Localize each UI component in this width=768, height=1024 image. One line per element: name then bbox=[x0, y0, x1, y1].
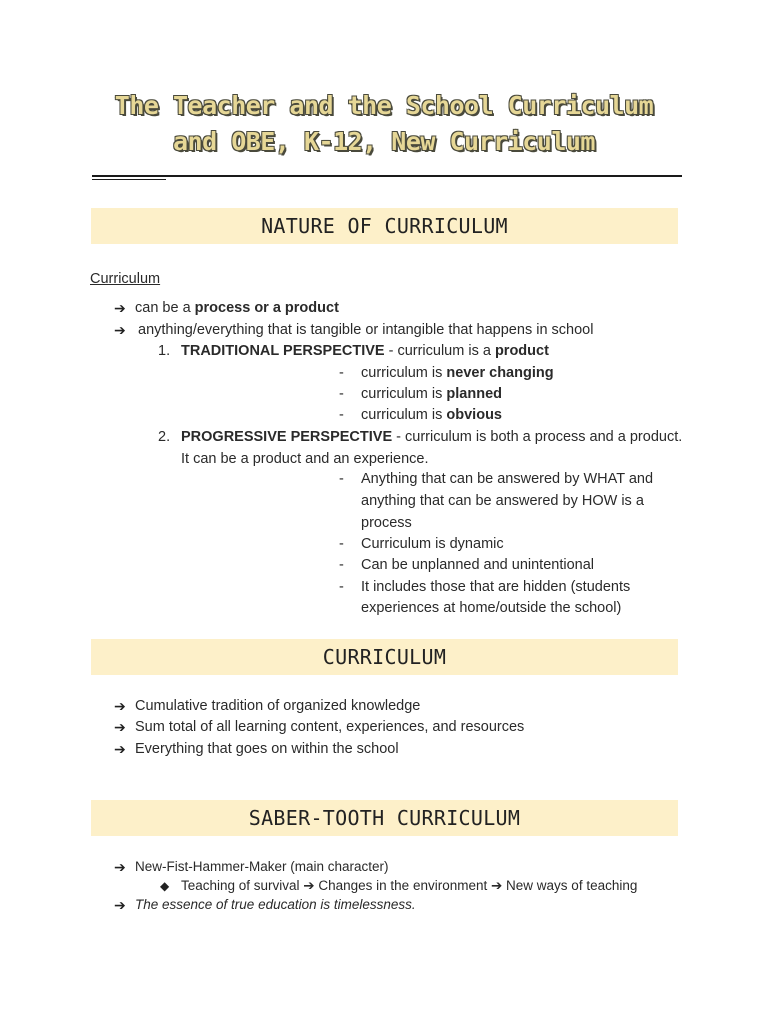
list-number: 1. bbox=[158, 343, 171, 359]
item-bold: never changing bbox=[446, 365, 554, 381]
title-divider-accent bbox=[92, 179, 166, 180]
list-number: 2. bbox=[158, 429, 171, 445]
item-text: curriculum is bbox=[361, 365, 447, 381]
section-banner-nature: NATURE OF CURRICULUM bbox=[91, 208, 678, 244]
curriculum-item: Cumulative tradition of organized knowledge bbox=[135, 698, 421, 714]
progressive-item-cont: anything that can be answered by HOW is a bbox=[361, 493, 644, 509]
traditional-item bbox=[361, 385, 502, 403]
bullet-text: can be a bbox=[135, 300, 195, 316]
bullet-process-product bbox=[135, 299, 339, 317]
progressive-item: Anything that can be answered by WHAT and bbox=[361, 471, 654, 487]
arrow-icon: ➔ bbox=[114, 741, 126, 757]
perspective-bold: product bbox=[494, 343, 549, 359]
diamond-icon: ◆ bbox=[160, 879, 170, 893]
arrow-icon: ➔ bbox=[114, 719, 126, 735]
arrow-icon: ➔ bbox=[114, 300, 126, 316]
traditional-item bbox=[361, 406, 502, 424]
progressive-perspective bbox=[181, 428, 682, 446]
item-bold: obvious bbox=[446, 407, 502, 423]
traditional-perspective bbox=[181, 342, 549, 360]
dash: - bbox=[339, 365, 344, 381]
sabertooth-subitem: Teaching of survival ➔ Changes in the environment ➔ New ways of teaching bbox=[181, 878, 638, 893]
perspective-label: TRADITIONAL PERSPECTIVE bbox=[181, 343, 385, 359]
dash: - bbox=[339, 407, 344, 423]
arrow-icon: ➔ bbox=[114, 698, 126, 714]
item-bold: planned bbox=[446, 386, 502, 402]
bullet-bold: process or a product bbox=[194, 300, 339, 316]
document-title bbox=[80, 88, 688, 160]
section-banner-sabertooth: SABER-TOOTH CURRICULUM bbox=[91, 800, 678, 836]
progressive-item-cont: process bbox=[361, 515, 412, 531]
title-divider bbox=[92, 175, 682, 177]
dash: - bbox=[339, 557, 344, 573]
traditional-item bbox=[361, 364, 554, 382]
dash: - bbox=[339, 386, 344, 402]
arrow-icon: ➔ bbox=[114, 897, 126, 913]
title-line-2: and OBE, K-12, New Curriculum bbox=[173, 127, 595, 156]
progressive-item: Can be unplanned and unintentional bbox=[361, 557, 595, 573]
dash: - bbox=[339, 579, 344, 595]
arrow-icon: ➔ bbox=[114, 322, 126, 338]
progressive-item: Curriculum is dynamic bbox=[361, 536, 504, 552]
sabertooth-item: The essence of true education is timelessness. bbox=[135, 897, 416, 912]
progressive-item-cont: experiences at home/outside the school) bbox=[361, 600, 622, 616]
curriculum-item: Sum total of all learning content, experiences, and resources bbox=[135, 719, 525, 735]
arrow-icon: ➔ bbox=[114, 859, 126, 875]
dash: - bbox=[339, 536, 344, 552]
perspective-text: - curriculum is both a process and a product. bbox=[392, 429, 683, 445]
perspective-label: PROGRESSIVE PERSPECTIVE bbox=[181, 429, 393, 445]
dash: - bbox=[339, 471, 344, 487]
bullet-tangible: anything/everything that is tangible or intangible that happens in school bbox=[138, 322, 594, 338]
perspective-text: - curriculum is a bbox=[384, 343, 495, 359]
item-text: curriculum is bbox=[361, 386, 447, 402]
curriculum-item: Everything that goes on within the school bbox=[135, 741, 399, 757]
title-line-1: The Teacher and the School Curriculum bbox=[114, 91, 654, 120]
item-text: curriculum is bbox=[361, 407, 447, 423]
curriculum-heading: Curriculum bbox=[90, 271, 161, 287]
progressive-perspective-cont: It can be a product and an experience. bbox=[181, 451, 429, 467]
section-banner-curriculum: CURRICULUM bbox=[91, 639, 678, 675]
progressive-item: It includes those that are hidden (students bbox=[361, 579, 631, 595]
sabertooth-item: New-Fist-Hammer-Maker (main character) bbox=[135, 859, 389, 874]
